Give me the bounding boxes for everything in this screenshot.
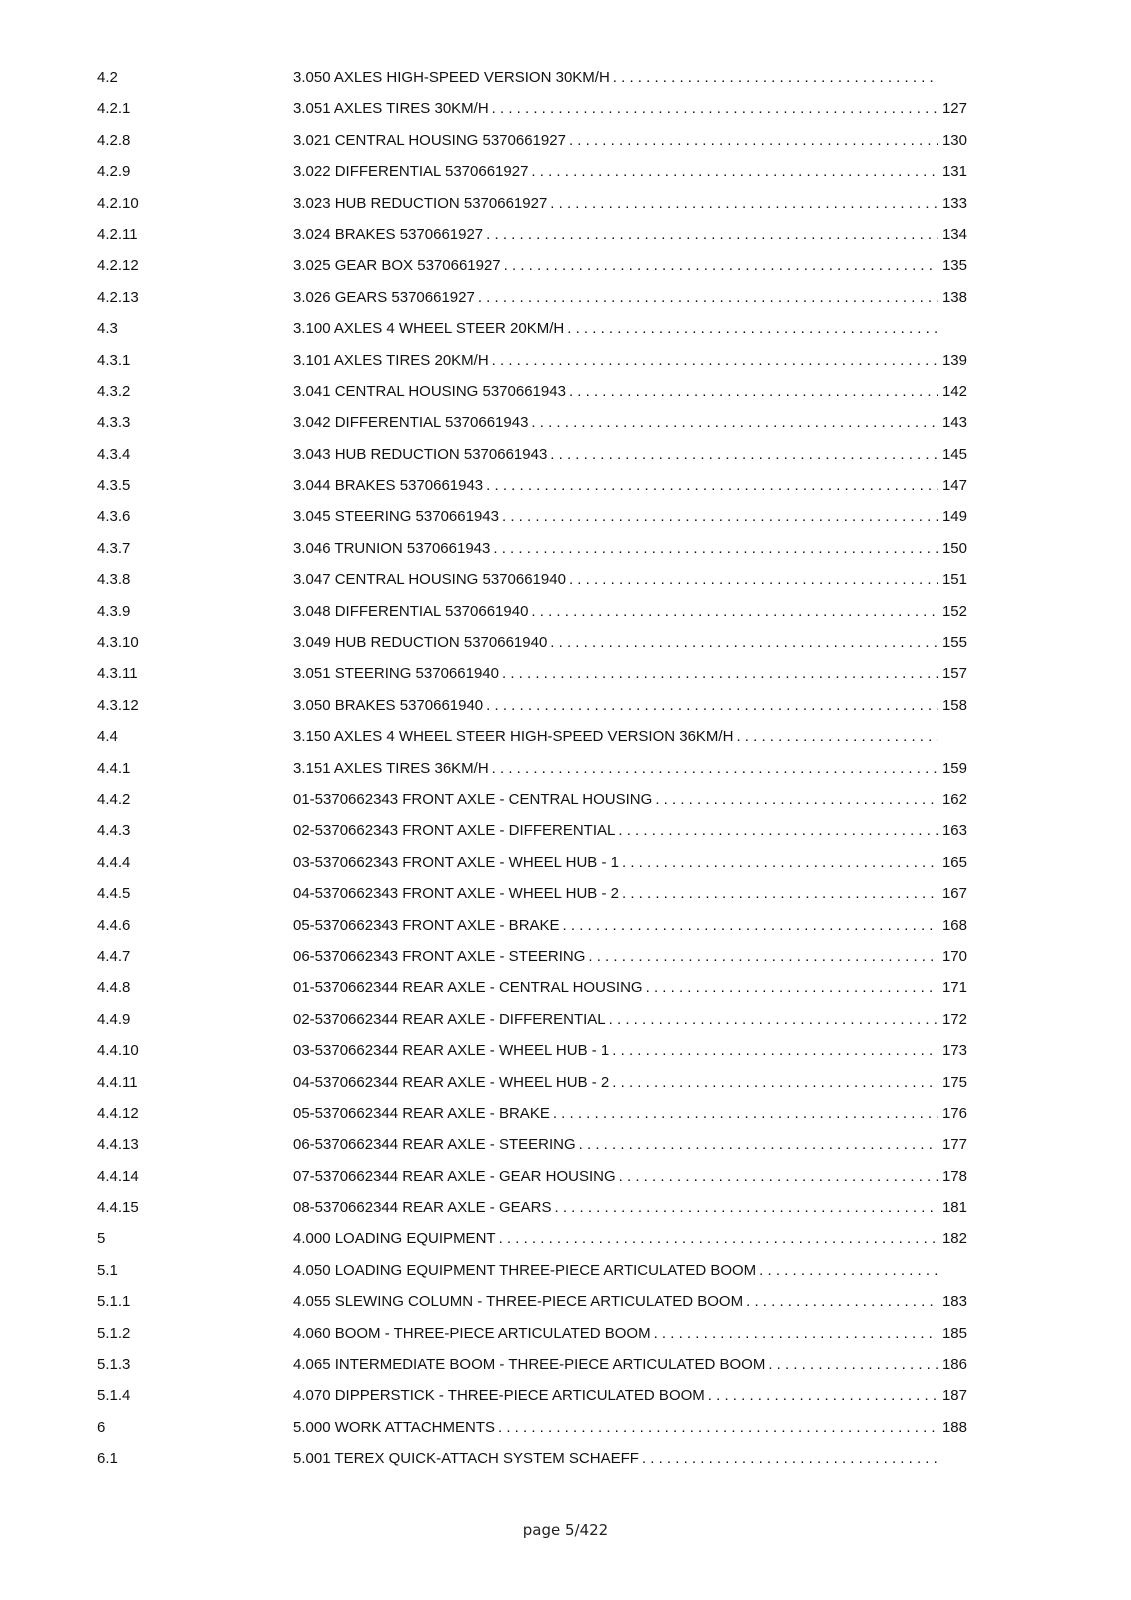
toc-page-number: 147: [941, 477, 967, 495]
dot-leader: [563, 917, 938, 934]
toc-title: 3.046 TRUNION 5370661943: [293, 539, 491, 557]
toc-title: 04-5370662343 FRONT AXLE - WHEEL HUB - 2: [293, 885, 619, 903]
dot-leader: [492, 100, 938, 117]
toc-section-number: 4.4.13: [97, 1136, 139, 1154]
toc-title: 03-5370662344 REAR AXLE - WHEEL HUB - 1: [293, 1042, 610, 1060]
toc-section-number: 4.4.2: [97, 790, 131, 808]
dot-leader: [486, 477, 938, 494]
toc-title: 4.070 DIPPERSTICK - THREE-PIECE ARTICULATED BOOM: [293, 1387, 705, 1405]
toc-row[interactable]: [97, 1194, 967, 1225]
toc-row[interactable]: [97, 472, 967, 503]
toc-entry: [293, 1011, 967, 1028]
toc-row[interactable]: [97, 1288, 967, 1319]
toc-row[interactable]: [97, 1163, 967, 1194]
toc-title: 3.150 AXLES 4 WHEEL STEER HIGH-SPEED VERSION 36KM/H: [293, 728, 734, 746]
toc-page-number: 135: [941, 257, 967, 275]
toc-title: 3.024 BRAKES 5370661927: [293, 225, 484, 243]
toc-entry: [293, 760, 967, 777]
toc-row[interactable]: [97, 1006, 967, 1037]
toc-title: 02-5370662344 REAR AXLE - DIFFERENTIAL: [293, 1010, 606, 1028]
toc-entry: [293, 163, 967, 180]
dot-leader: [612, 1042, 938, 1059]
dot-leader: [569, 132, 938, 149]
toc-section-number: 4.3.2: [97, 382, 131, 400]
toc-entry: [293, 697, 967, 714]
toc-page-number: 157: [941, 665, 967, 683]
toc-title: 04-5370662344 REAR AXLE - WHEEL HUB - 2: [293, 1073, 610, 1091]
dot-leader: [567, 320, 938, 337]
dot-leader: [746, 1293, 938, 1310]
toc-title: 3.049 HUB REDUCTION 5370661940: [293, 634, 548, 652]
dot-leader: [708, 1387, 938, 1404]
toc-entry: [293, 1230, 967, 1247]
toc-row[interactable]: [97, 315, 967, 346]
toc-title: 3.048 DIFFERENTIAL 5370661940: [293, 602, 529, 620]
toc-page-number: 158: [941, 696, 967, 714]
toc-section-number: 4.4.5: [97, 885, 131, 903]
toc-title: 3.042 DIFFERENTIAL 5370661943: [293, 414, 529, 432]
toc-title: 3.050 BRAKES 5370661940: [293, 696, 484, 714]
toc-page-number: 170: [941, 947, 967, 965]
dot-leader: [492, 760, 938, 777]
table-of-contents: [97, 64, 967, 1477]
toc-entry: [293, 1105, 967, 1122]
toc-title: 4.000 LOADING EQUIPMENT: [293, 1230, 496, 1248]
toc-entry: [293, 226, 967, 243]
toc-title: 07-5370662344 REAR AXLE - GEAR HOUSING: [293, 1167, 616, 1185]
toc-section-number: 4.2.10: [97, 194, 139, 212]
toc-page-number: 155: [941, 634, 967, 652]
toc-section-number: 4.4.7: [97, 947, 131, 965]
toc-page-number: 151: [941, 571, 967, 589]
dot-leader: [569, 571, 938, 588]
toc-title: 08-5370662344 REAR AXLE - GEARS: [293, 1199, 552, 1217]
toc-entry: [293, 1042, 967, 1059]
toc-section-number: 4.2.11: [97, 225, 138, 243]
toc-entry: [293, 289, 967, 306]
toc-title: 5.000 WORK ATTACHMENTS: [293, 1418, 495, 1436]
toc-page-number: 163: [941, 822, 967, 840]
toc-row[interactable]: [97, 158, 967, 189]
dot-leader: [502, 665, 938, 682]
toc-row[interactable]: [97, 566, 967, 597]
toc-title: 4.065 INTERMEDIATE BOOM - THREE-PIECE ARTICULATED BOOM: [293, 1356, 766, 1374]
toc-row[interactable]: [97, 1382, 967, 1413]
toc-entry: [293, 979, 967, 996]
dot-leader: [569, 383, 938, 400]
dot-leader: [609, 1011, 938, 1028]
toc-section-number: 4.4.15: [97, 1199, 139, 1217]
toc-section-number: 4.3.1: [97, 351, 131, 369]
toc-row[interactable]: [97, 1131, 967, 1162]
toc-title: 3.044 BRAKES 5370661943: [293, 477, 484, 495]
toc-page-number: 130: [941, 131, 967, 149]
toc-entry: [293, 132, 967, 149]
toc-title: 3.100 AXLES 4 WHEEL STEER 20KM/H: [293, 320, 565, 338]
toc-entry: [293, 822, 967, 839]
toc-title: 3.051 AXLES TIRES 30KM/H: [293, 100, 489, 118]
toc-row[interactable]: [97, 974, 967, 1005]
dot-leader: [550, 634, 938, 651]
toc-page-number: 177: [941, 1136, 967, 1154]
toc-entry: [293, 917, 967, 934]
toc-section-number: 5.1.1: [97, 1293, 131, 1311]
toc-row[interactable]: [97, 817, 967, 848]
toc-section-number: 4.2: [97, 69, 118, 86]
toc-entry: [293, 446, 967, 463]
toc-row[interactable]: [97, 190, 967, 221]
toc-section-number: 4.2.1: [97, 100, 131, 118]
toc-entry: [293, 100, 967, 117]
toc-page-number: 127: [941, 100, 967, 118]
toc-row[interactable]: [97, 1069, 967, 1100]
toc-page-number: 167: [941, 885, 967, 903]
toc-entry: [293, 854, 967, 871]
toc-section-number: 4.4.8: [97, 979, 131, 997]
toc-row[interactable]: [97, 221, 967, 252]
toc-page-number: 145: [941, 445, 967, 463]
dot-leader: [478, 289, 938, 306]
dot-leader: [504, 257, 938, 274]
toc-title: 4.055 SLEWING COLUMN - THREE-PIECE ARTICULATED BOOM: [293, 1293, 744, 1311]
toc-page-number: 183: [941, 1293, 967, 1311]
toc-title: 05-5370662344 REAR AXLE - BRAKE: [293, 1104, 550, 1122]
dot-leader: [618, 822, 938, 839]
toc-entry: [293, 352, 967, 369]
toc-row[interactable]: [97, 252, 967, 283]
dot-leader: [768, 1356, 938, 1373]
dot-leader: [579, 1136, 938, 1153]
dot-leader: [486, 697, 938, 714]
toc-page-number: 131: [941, 163, 967, 181]
toc-entry: [293, 508, 967, 525]
toc-page-number: 173: [941, 1042, 967, 1060]
page-number: page 5/422: [522, 1521, 609, 1539]
toc-row[interactable]: [97, 723, 967, 754]
toc-row[interactable]: [97, 441, 967, 472]
toc-section-number: 4.3.5: [97, 477, 131, 495]
dot-leader: [736, 728, 938, 745]
toc-section-number: 4.4.11: [97, 1073, 138, 1091]
toc-section-number: 4.2.12: [97, 257, 139, 275]
toc-row[interactable]: [97, 1225, 967, 1256]
toc-title: 5.001 TEREX QUICK-ATTACH SYSTEM SCHAEFF: [293, 1450, 639, 1468]
toc-entry: [293, 1387, 967, 1404]
toc-section-number: 4.4.10: [97, 1042, 139, 1060]
toc-page-number: 150: [941, 539, 967, 557]
dot-leader: [531, 414, 938, 431]
toc-page-number: 187: [941, 1387, 967, 1405]
toc-page-number: 133: [941, 194, 967, 212]
toc-section-number: 4.4.9: [97, 1010, 131, 1028]
toc-row[interactable]: [97, 127, 967, 158]
toc-entry: [293, 1356, 967, 1373]
toc-row[interactable]: [97, 943, 967, 974]
toc-section-number: 5.1: [97, 1261, 118, 1279]
toc-page-number: 152: [941, 602, 967, 620]
dot-leader: [613, 69, 938, 86]
toc-page-number: 182: [941, 1230, 967, 1248]
toc-entry: [293, 195, 967, 212]
toc-title: 3.026 GEARS 5370661927: [293, 288, 475, 306]
dot-leader: [642, 1450, 938, 1467]
dot-leader: [622, 854, 938, 871]
toc-title: 3.047 CENTRAL HOUSING 5370661940: [293, 571, 566, 589]
toc-page-number: 139: [941, 351, 967, 369]
toc-page-number: 171: [941, 979, 967, 997]
dot-leader: [502, 508, 938, 525]
toc-section-number: 4.3.11: [97, 665, 138, 683]
toc-entry: [293, 603, 967, 620]
toc-title: 06-5370662344 REAR AXLE - STEERING: [293, 1136, 576, 1154]
toc-row[interactable]: [97, 692, 967, 723]
toc-section-number: 4.4: [97, 728, 118, 746]
toc-row[interactable]: [97, 1320, 967, 1351]
dot-leader: [499, 1230, 938, 1247]
toc-row[interactable]: [97, 347, 967, 378]
dot-leader: [550, 446, 938, 463]
toc-section-number: 4.3.3: [97, 414, 131, 432]
toc-title: 3.151 AXLES TIRES 36KM/H: [293, 759, 489, 777]
toc-title: 3.023 HUB REDUCTION 5370661927: [293, 194, 548, 212]
toc-section-number: 4.3.8: [97, 571, 131, 589]
toc-entry: [293, 1074, 967, 1091]
toc-title: 06-5370662343 FRONT AXLE - STEERING: [293, 947, 586, 965]
toc-title: 4.050 LOADING EQUIPMENT THREE-PIECE ARTICULATED BOOM: [293, 1261, 757, 1279]
toc-section-number: 5.1.4: [97, 1387, 131, 1405]
toc-entry: [293, 1293, 967, 1310]
toc-section-number: 4.4.6: [97, 916, 131, 934]
toc-row[interactable]: [97, 1100, 967, 1131]
toc-row[interactable]: [97, 849, 967, 880]
toc-page-number: 162: [941, 790, 967, 808]
dot-leader: [622, 885, 938, 902]
toc-row[interactable]: [97, 755, 967, 786]
toc-entry: [293, 1325, 967, 1342]
toc-row[interactable]: [97, 409, 967, 440]
dot-leader: [486, 226, 938, 243]
toc-entry: [293, 1419, 967, 1436]
dot-leader: [493, 540, 938, 557]
toc-section-number: 4.3.12: [97, 696, 139, 714]
toc-entry: [293, 728, 967, 745]
toc-section-number: 4.2.8: [97, 131, 131, 149]
dot-leader: [654, 1325, 938, 1342]
toc-section-number: 4.2.9: [97, 163, 131, 181]
toc-entry: [293, 414, 967, 431]
toc-title: 3.051 STEERING 5370661940: [293, 665, 499, 683]
toc-title: 3.021 CENTRAL HOUSING 5370661927: [293, 131, 566, 149]
toc-title: 01-5370662344 REAR AXLE - CENTRAL HOUSING: [293, 979, 643, 997]
dot-leader: [646, 979, 938, 996]
toc-entry: [293, 383, 967, 400]
toc-entry: [293, 885, 967, 902]
toc-entry: [293, 634, 967, 651]
toc-page-number: 142: [941, 382, 967, 400]
toc-entry: [293, 948, 967, 965]
toc-row[interactable]: [97, 503, 967, 534]
dot-leader: [555, 1199, 939, 1216]
toc-page-number: 143: [941, 414, 967, 432]
toc-entry: [293, 257, 967, 274]
toc-row[interactable]: [97, 1414, 967, 1445]
toc-row[interactable]: [97, 535, 967, 566]
toc-title: 3.025 GEAR BOX 5370661927: [293, 257, 501, 275]
toc-title: 01-5370662343 FRONT AXLE - CENTRAL HOUSING: [293, 790, 653, 808]
toc-entry: [293, 69, 967, 86]
toc-section-number: 6: [97, 1418, 106, 1436]
toc-row[interactable]: [97, 1351, 967, 1382]
toc-page-number: 134: [941, 225, 967, 243]
toc-title: 3.041 CENTRAL HOUSING 5370661943: [293, 382, 566, 400]
toc-page-number: 178: [941, 1167, 967, 1185]
toc-section-number: 4.3.9: [97, 602, 131, 620]
toc-title: 3.022 DIFFERENTIAL 5370661927: [293, 163, 529, 181]
toc-page-number: 149: [941, 508, 967, 526]
toc-page-number: 165: [941, 853, 967, 871]
toc-section-number: 5.1.3: [97, 1356, 131, 1374]
toc-page-number: 168: [941, 916, 967, 934]
toc-row[interactable]: [97, 598, 967, 629]
dot-leader: [498, 1419, 938, 1436]
dot-leader: [759, 1262, 938, 1279]
toc-title: 3.043 HUB REDUCTION 5370661943: [293, 445, 548, 463]
toc-title: 3.045 STEERING 5370661943: [293, 508, 499, 526]
toc-section-number: 5.1.2: [97, 1324, 131, 1342]
dot-leader: [550, 195, 938, 212]
dot-leader: [612, 1074, 938, 1091]
toc-section-number: 4.4.3: [97, 822, 131, 840]
toc-title: 03-5370662343 FRONT AXLE - WHEEL HUB - 1: [293, 853, 619, 871]
toc-entry: [293, 1450, 967, 1467]
toc-row[interactable]: [97, 64, 967, 95]
toc-section-number: 4.2.13: [97, 288, 139, 306]
dot-leader: [619, 1168, 938, 1185]
toc-page-number: 172: [941, 1010, 967, 1028]
toc-title: 3.101 AXLES TIRES 20KM/H: [293, 351, 489, 369]
toc-section-number: 4.3.4: [97, 445, 131, 463]
toc-page-number: 159: [941, 759, 967, 777]
dot-leader: [553, 1105, 938, 1122]
toc-section-number: 4.4.1: [97, 759, 131, 777]
toc-section-number: 4.4.4: [97, 853, 131, 871]
dot-leader: [531, 163, 938, 180]
toc-page-number: 185: [941, 1324, 967, 1342]
toc-title: 02-5370662343 FRONT AXLE - DIFFERENTIAL: [293, 822, 616, 840]
dot-leader: [492, 352, 938, 369]
toc-entry: [293, 665, 967, 682]
toc-row[interactable]: [97, 284, 967, 315]
toc-page-number: 186: [941, 1356, 967, 1374]
dot-leader: [588, 948, 938, 965]
toc-section-number: 4.3: [97, 320, 118, 338]
toc-section-number: 4.4.14: [97, 1167, 139, 1185]
toc-row[interactable]: [97, 912, 967, 943]
toc-title: 4.060 BOOM - THREE-PIECE ARTICULATED BOOM: [293, 1324, 651, 1342]
toc-section-number: 4.3.6: [97, 508, 131, 526]
toc-row[interactable]: [97, 95, 967, 126]
toc-row[interactable]: [97, 660, 967, 691]
toc-section-number: 4.3.10: [97, 634, 139, 652]
toc-entry: [293, 320, 967, 337]
toc-row[interactable]: [97, 378, 967, 409]
toc-entry: [293, 1262, 967, 1279]
toc-row[interactable]: [97, 786, 967, 817]
toc-section-number: 6.1: [97, 1450, 118, 1468]
toc-row[interactable]: [97, 629, 967, 660]
dot-leader: [531, 603, 938, 620]
toc-entry: [293, 540, 967, 557]
toc-entry: [293, 791, 967, 808]
toc-entry: [293, 1136, 967, 1153]
toc-section-number: 5: [97, 1230, 106, 1248]
toc-row[interactable]: [97, 1257, 967, 1288]
dot-leader: [655, 791, 938, 808]
toc-entry: [293, 1199, 967, 1216]
toc-row[interactable]: [97, 1037, 967, 1068]
toc-page-number: 176: [941, 1104, 967, 1122]
toc-page-number: 188: [941, 1418, 967, 1436]
toc-section-number: 4.4.12: [97, 1104, 139, 1122]
toc-page-number: 181: [941, 1199, 967, 1217]
toc-title: 05-5370662343 FRONT AXLE - BRAKE: [293, 916, 560, 934]
toc-page-number: 138: [941, 288, 967, 306]
toc-entry: [293, 571, 967, 588]
toc-entry: [293, 477, 967, 494]
toc-row[interactable]: [97, 880, 967, 911]
toc-title: 3.050 AXLES HIGH-SPEED VERSION 30KM/H: [293, 69, 610, 86]
toc-entry: [293, 1168, 967, 1185]
toc-page-number: 175: [941, 1073, 967, 1091]
toc-section-number: 4.3.7: [97, 539, 131, 557]
toc-row[interactable]: [97, 1445, 967, 1476]
